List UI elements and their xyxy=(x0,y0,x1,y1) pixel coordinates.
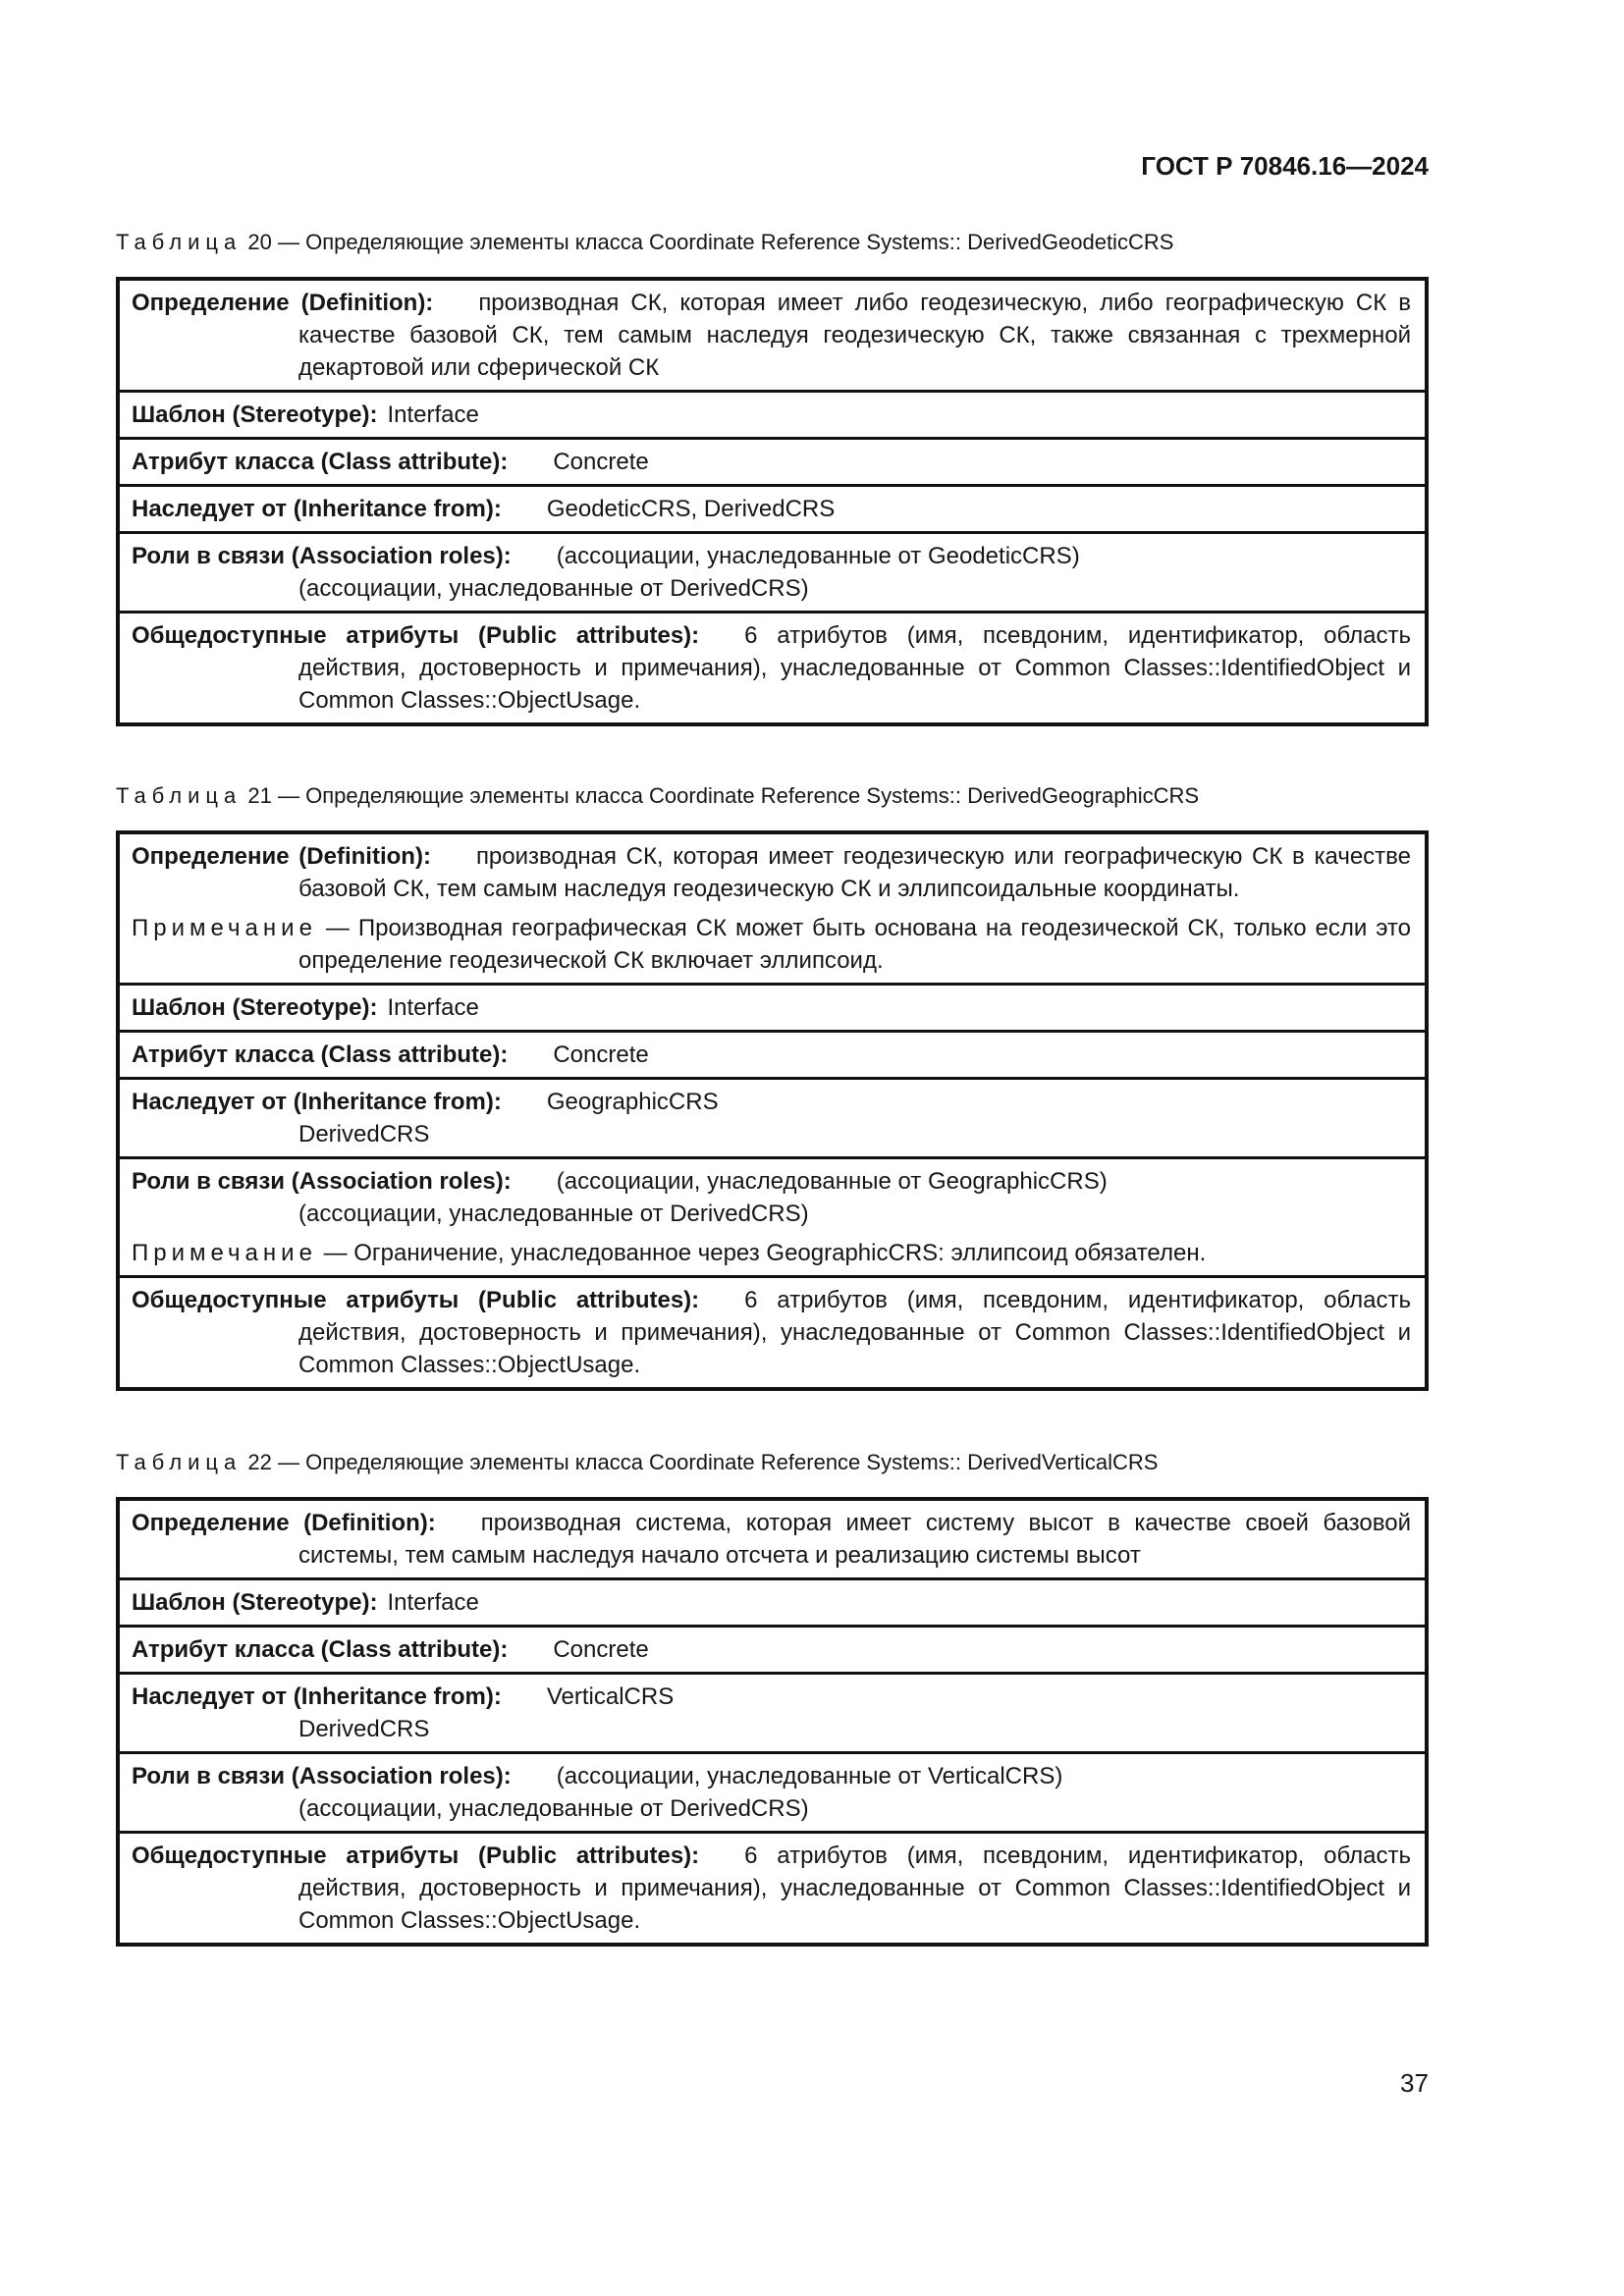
row-label: Общедоступные атрибуты (Public attributes): xyxy=(132,622,700,649)
caption-word: Таблица xyxy=(116,1450,243,1474)
table-row-class-attribute xyxy=(120,437,1425,484)
gost-document-number: ГОСТ Р 70846.16—2024 xyxy=(1141,151,1429,181)
row-label: Общедоступные атрибуты (Public attributes): xyxy=(132,1842,700,1869)
row-value: производная система, которая имеет систему высот в качестве своей базовой системы, тем самым наследуя начало отсчета и реализацию системы высот xyxy=(298,1510,1412,1569)
caption-word: Таблица xyxy=(116,783,243,808)
row-value: (ассоциации, унаследованные от GeodeticCRS) xyxy=(556,543,1080,569)
caption-text: 22 — Определяющие элементы класса Coordinate Reference Systems:: DerivedVerticalCRS xyxy=(247,1450,1159,1474)
table-21-caption xyxy=(116,781,1429,811)
table-row-stereotype xyxy=(120,390,1425,437)
row-label: Наследует от (Inheritance from): xyxy=(132,1089,502,1115)
table-22 xyxy=(116,1497,1429,1947)
row-value: Interface xyxy=(387,1589,479,1616)
note-word: Примечание xyxy=(132,915,317,941)
row-value: Concrete xyxy=(553,1636,649,1663)
row-value: GeodeticCRS, DerivedCRS xyxy=(546,496,836,522)
table-row-association-roles xyxy=(120,531,1425,611)
note-word: Примечание xyxy=(132,1240,317,1266)
row-label: Роли в связи (Association roles): xyxy=(132,1763,512,1789)
table-20-caption xyxy=(116,228,1429,257)
caption-text: 21 — Определяющие элементы класса Coordinate Reference Systems:: DerivedGeographicCRS xyxy=(247,783,1200,808)
table-row-association-roles xyxy=(120,1156,1425,1275)
table-row-stereotype xyxy=(120,983,1425,1030)
row-label: Определение (Definition): xyxy=(132,290,434,316)
note-text: — Производная географическая СК может быть основана на геодезической СК, только если это определение геодезической СК включает эллипсоид. xyxy=(298,915,1412,974)
row-label: Наследует от (Inheritance from): xyxy=(132,496,502,522)
row-label: Общедоступные атрибуты (Public attributes): xyxy=(132,1287,700,1313)
row-label: Определение (Definition): xyxy=(132,1510,436,1536)
row-label: Шаблон (Stereotype): xyxy=(132,994,378,1021)
table-row-association-roles xyxy=(120,1751,1425,1831)
table-row-stereotype xyxy=(120,1577,1425,1625)
table-21 xyxy=(116,830,1429,1391)
row-label: Определение (Definition): xyxy=(132,843,431,870)
row-note xyxy=(120,912,1425,977)
row-label: Атрибут класса (Class attribute): xyxy=(132,1041,509,1068)
table-row-inheritance xyxy=(120,1672,1425,1751)
row-label: Наследует от (Inheritance from): xyxy=(132,1683,502,1710)
row-value: 6 атрибутов (имя, псевдоним, идентификатор, область действия, достоверность и примечания), унаследованные от Common Classes::IdentifiedObject и Common Classes::ObjectUsage. xyxy=(298,1842,1411,1934)
row-value-line-2: (ассоциации, унаследованные от DerivedCRS) xyxy=(298,1795,809,1822)
table-row-class-attribute xyxy=(120,1625,1425,1672)
row-value: 6 атрибутов (имя, псевдоним, идентификатор, область действия, достоверность и примечания), унаследованные от Common Classes::IdentifiedObject и Common Classes::ObjectUsage. xyxy=(298,622,1411,714)
table-row-public-attributes xyxy=(120,1275,1425,1387)
row-value: Interface xyxy=(387,994,479,1021)
page-content xyxy=(116,0,1429,1947)
table-row-class-attribute xyxy=(120,1030,1425,1077)
row-label: Шаблон (Stereotype): xyxy=(132,401,378,428)
row-value: производная СК, которая имеет либо геодезическую, либо географическую СК в качестве базовой СК, тем самым наследуя геодезическую СК, также связанная с трехмерной декартовой или сферической СК xyxy=(298,290,1412,381)
row-value: (ассоциации, унаследованные от GeographicCRS) xyxy=(556,1168,1108,1195)
table-row-public-attributes xyxy=(120,1831,1425,1943)
page-number: 37 xyxy=(1400,2068,1429,2098)
row-value-line-2: DerivedCRS xyxy=(298,1716,430,1742)
row-value: (ассоциации, унаследованные от VerticalCRS) xyxy=(556,1763,1063,1789)
row-value: Concrete xyxy=(553,449,649,475)
row-value: производная СК, которая имеет геодезическую или географическую СК в качестве базовой СК, тем самым наследуя геодезическую СК и эллипсоидальные координаты. xyxy=(298,843,1412,902)
table-row-definition xyxy=(120,1501,1425,1577)
table-row-inheritance xyxy=(120,484,1425,531)
row-label: Атрибут класса (Class attribute): xyxy=(132,449,509,475)
caption-text: 20 — Определяющие элементы класса Coordinate Reference Systems:: DerivedGeodeticCRS xyxy=(247,230,1174,254)
row-value: Concrete xyxy=(553,1041,649,1068)
row-note xyxy=(120,1237,1425,1269)
table-row-definition xyxy=(120,281,1425,390)
row-value-line-2: (ассоциации, унаследованные от DerivedCRS) xyxy=(298,575,809,602)
row-label: Атрибут класса (Class attribute): xyxy=(132,1636,509,1663)
row-label: Роли в связи (Association roles): xyxy=(132,543,512,569)
note-text: — Ограничение, унаследованное через GeographicCRS: эллипсоид обязателен. xyxy=(323,1240,1207,1266)
row-value: VerticalCRS xyxy=(546,1683,675,1710)
table-22-caption xyxy=(116,1448,1429,1477)
table-row-inheritance xyxy=(120,1077,1425,1156)
table-row-public-attributes xyxy=(120,611,1425,722)
table-20 xyxy=(116,277,1429,726)
row-value: Interface xyxy=(387,401,479,428)
row-value: GeographicCRS xyxy=(546,1089,719,1115)
row-label: Роли в связи (Association roles): xyxy=(132,1168,512,1195)
row-value-line-2: DerivedCRS xyxy=(298,1121,430,1148)
caption-word: Таблица xyxy=(116,230,243,254)
row-label: Шаблон (Stereotype): xyxy=(132,1589,378,1616)
row-value-line-2: (ассоциации, унаследованные от DerivedCRS) xyxy=(298,1201,809,1227)
row-value: 6 атрибутов (имя, псевдоним, идентификатор, область действия, достоверность и примечания), унаследованные от Common Classes::IdentifiedObject и Common Classes::ObjectUsage. xyxy=(298,1287,1411,1378)
table-row-definition xyxy=(120,834,1425,983)
